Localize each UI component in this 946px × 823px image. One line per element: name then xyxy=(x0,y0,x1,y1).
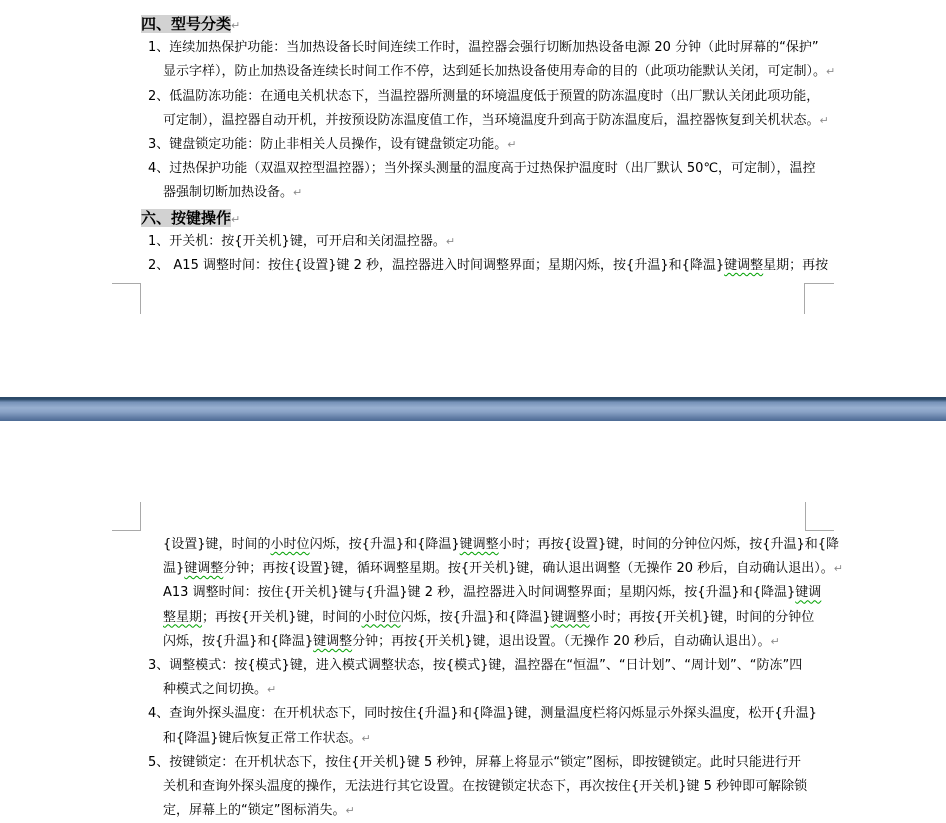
text-line[interactable] xyxy=(0,85,946,109)
text-segment: 3、调整模式：按{模式}键，进入模式调整状态，按{模式}键，温控器在“恒温”、“日计划”、“周计划”、“防冻”四 xyxy=(148,657,803,673)
paragraph-mark: ↵ xyxy=(770,634,780,648)
text-segment: 小时；再按{开关机}键，时间的分钟位 xyxy=(589,609,815,625)
text-segment: 1、开关机：按{开关机}键，可开启和关闭温控器。 xyxy=(148,233,446,249)
text-segment: 4、过热保护功能（双温双控型温控器）；当外探头测量的温度高于过热保护温度时（出厂默认 50℃，可定制），温控 xyxy=(148,161,816,177)
text-segment: 种模式之间切换。 xyxy=(163,682,268,698)
text-line[interactable] xyxy=(0,254,946,278)
paragraph-mark: ↵ xyxy=(267,683,277,697)
text-segment: 温} xyxy=(163,561,185,577)
text-segment: 定，屏幕上的“锁定”图标消失。 xyxy=(163,803,346,819)
page1-bottom-left-margin-mark xyxy=(112,283,141,314)
paragraph-mark: ↵ xyxy=(231,212,241,226)
text-segment: 2、 A15 调整时间：按住{设置}键 2 秒，温控器进入时间调整界面；星期闪烁，按{升温}和{降温} xyxy=(148,257,725,273)
text-segment: ；再按{开关机}键，时间的 xyxy=(202,609,362,625)
highlighted-heading-text: 六、按键操作 xyxy=(141,208,232,227)
text-line[interactable] xyxy=(0,109,946,133)
paragraph-mark: ↵ xyxy=(293,186,303,200)
text-line[interactable] xyxy=(0,181,946,205)
spellcheck-underlined-text: 键调 xyxy=(795,585,822,601)
text-segment: A13 调整时间：按住{开关机}键与{升温}键 2 秒，温控器进入时间调整界面；星期闪烁，按{升温}和{降温} xyxy=(163,585,796,601)
text-line[interactable] xyxy=(0,557,946,581)
spellcheck-underlined-text: 小时位 xyxy=(270,537,310,552)
spellcheck-underlined-text: 键调整 xyxy=(313,633,353,649)
text-segment: 5、按键锁定：在开机状态下，按住{开关机}键 5 秒钟，屏幕上将显示“锁定”图标，即按键锁定。此时只能进行开 xyxy=(148,754,801,770)
paragraph-mark: ↵ xyxy=(345,804,355,818)
spellcheck-underlined-text: 键调整 xyxy=(724,257,764,273)
text-segment: 闪烁，按{升温}和{降温} xyxy=(163,633,314,649)
text-segment: 小时；再按{设置}键，时间的分钟位闪烁，按{升温}和{降 xyxy=(498,537,840,552)
heading-line[interactable] xyxy=(0,12,946,36)
text-segment: 分钟；再按{开关机}键，退出设置。（无操作 20 秒后，自动确认退出）。 xyxy=(352,633,771,649)
page1-text-area[interactable] xyxy=(0,12,946,278)
page-separator-band xyxy=(0,397,946,421)
text-segment: 闪烁，按{升温}和{降温} xyxy=(309,537,460,552)
text-line[interactable] xyxy=(0,581,946,605)
page2-top-left-margin-mark xyxy=(112,502,141,531)
heading-line[interactable] xyxy=(0,206,946,230)
text-line[interactable] xyxy=(0,533,946,557)
spellcheck-underlined-text: 整星期 xyxy=(163,609,203,625)
text-line[interactable] xyxy=(0,751,946,775)
spellcheck-underlined-text: 键调整 xyxy=(184,561,224,577)
text-segment: 闪烁，按{升温}和{降温} xyxy=(400,609,551,625)
text-line[interactable] xyxy=(0,702,946,726)
text-segment: 2、低温防冻功能：在通电关机状态下，当温控器所测量的环境温度低于预置的防冻温度时（出厂默认关闭此项功能， xyxy=(148,88,820,104)
text-line[interactable] xyxy=(0,230,946,254)
text-line[interactable] xyxy=(0,60,946,84)
paragraph-mark: ↵ xyxy=(833,562,843,576)
text-segment: 关机和查询外探头温度的操作，无法进行其它设置。在按键锁定状态下，再次按住{开关机}键 5 秒钟即可解除锁 xyxy=(163,778,808,794)
paragraph-mark: ↵ xyxy=(231,19,241,32)
text-line[interactable] xyxy=(0,775,946,799)
page2-text-area[interactable] xyxy=(0,533,946,823)
text-segment: 器强制切断加热设备。 xyxy=(163,185,294,201)
text-line[interactable] xyxy=(0,606,946,630)
text-line[interactable] xyxy=(0,133,946,157)
text-line[interactable] xyxy=(0,630,946,654)
text-segment: 星期；再按 xyxy=(763,257,829,273)
text-segment: 分钟；再按{设置}键，循环调整星期。按{开关机}键，确认退出调整（无操作 20 秒后，自动确认退出）。 xyxy=(223,561,834,577)
spellcheck-underlined-text: 键调整 xyxy=(550,609,590,625)
text-line[interactable] xyxy=(0,799,946,823)
text-segment: 和{降温}键后恢复正常工作状态。 xyxy=(163,730,362,746)
page1-bottom-right-margin-mark xyxy=(804,283,834,314)
text-segment: 可定制），温控器自动开机，并按预设防冻温度值工作，当环境温度升到高于防冻温度后，温控器恢复到关机状态。 xyxy=(163,112,820,128)
text-line[interactable] xyxy=(0,654,946,678)
text-segment: 3、键盘锁定功能：防止非相关人员操作，设有键盘锁定功能。 xyxy=(148,136,508,152)
text-line[interactable] xyxy=(0,727,946,751)
spellcheck-underlined-text: 键调整 xyxy=(459,537,499,552)
paragraph-mark: ↵ xyxy=(819,113,829,127)
paragraph-mark: ↵ xyxy=(507,137,517,151)
text-line[interactable] xyxy=(0,36,946,60)
spellcheck-underlined-text: 小时位 xyxy=(361,609,401,625)
paragraph-mark: ↵ xyxy=(826,65,836,79)
text-segment: {设置}键，时间的 xyxy=(163,537,271,552)
text-segment: 4、查询外探头温度：在开机状态下，同时按住{升温}和{降温}键，测量温度栏将闪烁显示外探头温度，松开{升温} xyxy=(148,706,817,722)
highlighted-heading-text: 四、型号分类 xyxy=(141,15,232,33)
text-segment: 显示字样），防止加热设备连续长时间工作不停，达到延长加热设备使用寿命的目的（此项功能默认关闭，可定制）。 xyxy=(163,64,827,80)
paragraph-mark: ↵ xyxy=(445,234,456,248)
text-line[interactable] xyxy=(0,157,946,181)
text-line[interactable] xyxy=(0,678,946,702)
paragraph-mark: ↵ xyxy=(361,731,371,745)
page2-top-right-margin-mark xyxy=(805,502,834,531)
text-segment: 1、连续加热保护功能：当加热设备长时间连续工作时，温控器会强行切断加热设备电源 20 分钟（此时屏幕的“保护” xyxy=(148,40,819,56)
